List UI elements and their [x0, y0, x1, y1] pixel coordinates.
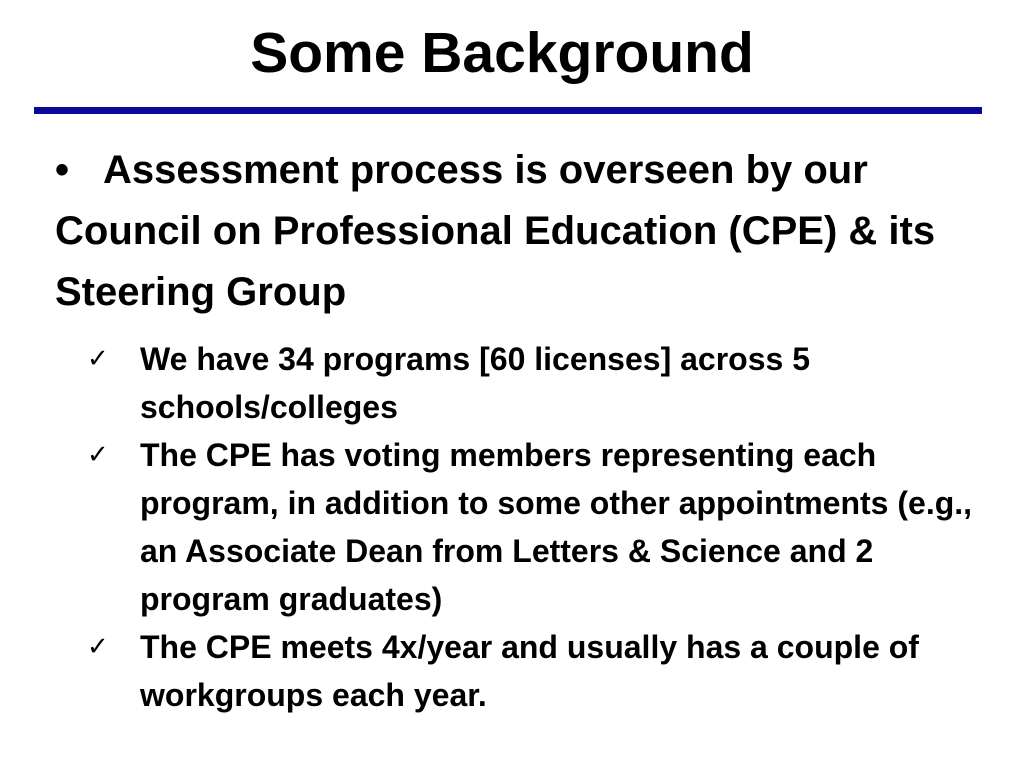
sub-bullet-item — [85, 623, 1005, 719]
bullet-dot-icon: • — [55, 148, 70, 192]
sub-bullet-text: The CPE meets 4x/year and usually has a couple of workgroups each year. — [140, 629, 919, 713]
sub-bullet-item — [85, 335, 1005, 431]
checkmark-icon: ✓ — [87, 632, 109, 662]
sub-bullet-text: We have 34 programs [60 licenses] across 5 schools/colleges — [140, 341, 810, 425]
title-divider — [34, 107, 982, 114]
sub-bullet-item — [85, 431, 1005, 623]
sub-bullet-list — [85, 335, 1005, 719]
checkmark-icon: ✓ — [87, 344, 109, 374]
slide-title: Some Background — [250, 21, 754, 85]
main-bullet-text: Assessment process is overseen by our Council on Professional Education (CPE) & its Steering Group — [55, 148, 936, 314]
sub-bullet-text: The CPE has voting members representing each program, in addition to some other appointments (e.g., an Associate Dean from Letters & Science and 2 program graduates) — [140, 437, 973, 617]
main-bullet — [55, 140, 995, 323]
checkmark-icon: ✓ — [87, 440, 109, 470]
